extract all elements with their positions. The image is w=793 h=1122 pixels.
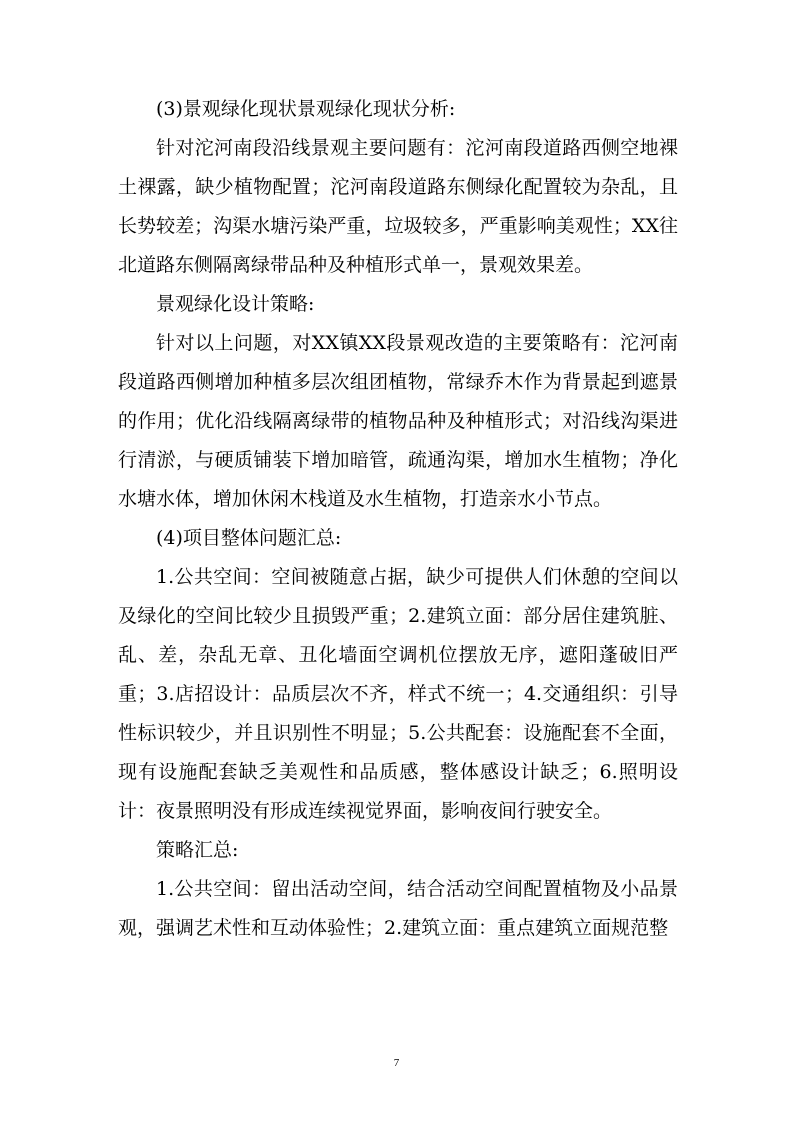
paragraph-landscape-strategy: 针对以上问题，对XX镇XX段景观改造的主要策略有：沱河南段道路西侧增加种植多层次组团植物，常绿乔木作为背景起到遮景的作用；优化沿线隔离绿带的植物品种及种植形式；对沿线沟渠进行清淤，与硬质铺装下增加暗管，疏通沟渠，增加水生植物；净化水塘水体，增加休闲木栈道及水生植物，打造亲水小节点。 [118, 332, 678, 510]
document-body [118, 90, 678, 948]
paragraph-problem-summary: 1.公共空间：空间被随意占据，缺少可提供人们休憩的空间以及绿化的空间比较少且损毁严重；2.建筑立面：部分居住建筑脏、乱、差，杂乱无章、丑化墙面空调机位摆放无序，遮阳蓬破旧严重；3.店招设计：品质层次不齐，样式不统一；4.交通组织：引导性标识较少，并且识别性不明显；5.公共配套：设施配套不全面，现有设施配套缺乏美观性和品质感，整体感设计缺乏；6.照明设计：夜景照明没有形成连续视觉界面，影响夜间行驶安全。 [118, 566, 678, 822]
page-number: 7 [393, 1057, 400, 1069]
section-heading-landscape-analysis: (3)景观绿化现状景观绿化现状分析: [156, 98, 456, 120]
section-heading-problem-summary: (4)项目整体问题汇总: [156, 527, 342, 549]
paragraph-landscape-problems: 针对沱河南段沿线景观主要问题有：沱河南段道路西侧空地裸土裸露，缺少植物配置；沱河南段道路东侧绿化配置较为杂乱，且长势较差；沟渠水塘污染严重，垃圾较多，严重影响美观性；XX往北道路东侧隔离绿带品种及种植形式单一，景观效果差。 [118, 137, 678, 276]
section-heading-strategy-summary: 策略汇总: [156, 839, 239, 861]
section-heading-landscape-strategy: 景观绿化设计策略: [156, 293, 315, 315]
paragraph-strategy-summary: 1.公共空间：留出活动空间，结合活动空间配置植物及小品景观，强调艺术性和互动体验性；2.建筑立面：重点建筑立面规范整 [118, 878, 678, 939]
